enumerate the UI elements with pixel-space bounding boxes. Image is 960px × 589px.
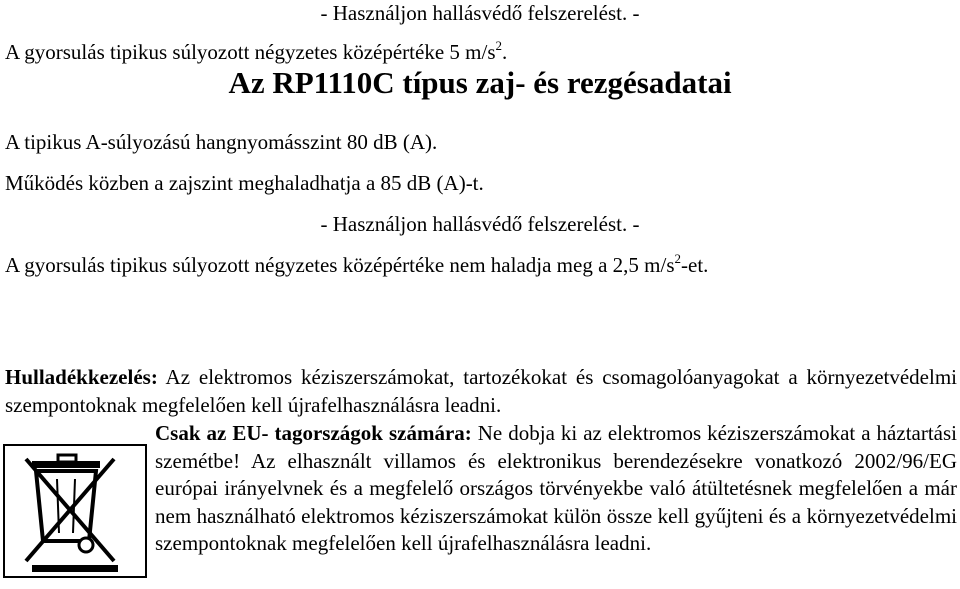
hearing-warning: - Használjon hallásvédő felszerelést. -	[320, 212, 640, 236]
sound-pressure-text: A tipikus A-súlyozású hangnyomásszint 80 dB (A).	[5, 130, 438, 154]
eu-notice-paragraph	[155, 420, 957, 558]
eu-notice-body: Ne dobja ki az elektromos kéziszerszámokat a háztartási szemétbe! Az elhasznált villamos és elektronikus berendezésekre vonatkozó 2002/96/EG európai irányelvnek és a megfelelő országos törvényekbe való átültetésnek megfelelően a már nem használható elektromos kéziszerszámokat külön össze kell gyűjteni és a környezetvédelmi szempontoknak megfelelően kell újrafelhasználásra leadni.	[155, 421, 957, 555]
acceleration-line	[5, 253, 708, 277]
top-acceleration-tail: .	[502, 40, 508, 64]
crossed-out-wheelie-bin-icon	[2, 443, 148, 579]
eu-notice-heading: Csak az EU- tagországok számára:	[155, 421, 472, 445]
top-acceleration-text: A gyorsulás tipikus súlyozott négyzetes középértéke 5 m/s	[5, 40, 496, 64]
top-hearing-warning: - Használjon hallásvédő felszerelést. -	[320, 1, 640, 25]
waste-disposal-body: Az elektromos kéziszerszámokat, tartozékokat és csomagolóanyagokat a környezetvédelmi szempontoknak megfelelően kell újrafelhasználásra leadni.	[5, 365, 957, 417]
section-title: Az RP1110C típus zaj- és rezgésadatai	[228, 65, 732, 100]
top-acceleration-exponent: 2	[495, 38, 502, 53]
noise-level-text: Működés közben a zajszint meghaladhatja a 85 dB (A)-t.	[5, 171, 484, 195]
acceleration-tail: -et.	[681, 253, 709, 277]
acceleration-exponent: 2	[674, 251, 681, 266]
waste-disposal-heading: Hulladékkezelés:	[5, 365, 158, 389]
waste-disposal-paragraph	[5, 364, 957, 419]
acceleration-text: A gyorsulás tipikus súlyozott négyzetes középértéke nem haladja meg a 2,5 m/s	[5, 253, 675, 277]
top-acceleration-line	[5, 40, 507, 64]
